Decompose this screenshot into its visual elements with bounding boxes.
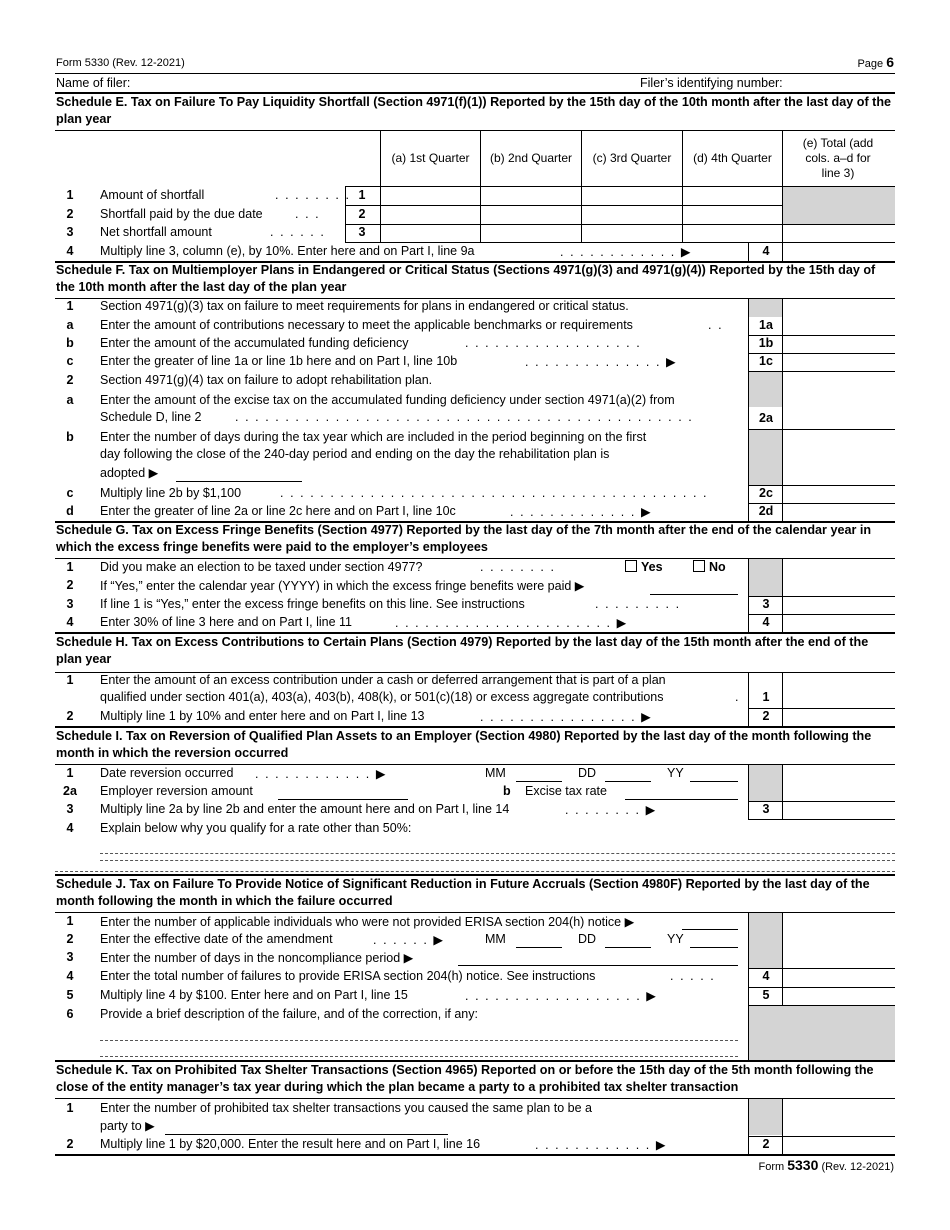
- box-label: 1b: [758, 336, 774, 350]
- no-checkbox[interactable]: [693, 560, 726, 574]
- leader-dots: ..................: [465, 336, 647, 350]
- line-number: 2: [66, 207, 74, 221]
- month-label: MM: [485, 766, 506, 780]
- schedule-h-title: Schedule H. Tax on Excess Contributions to Certain Plans (Section 4979) Reported by the last day of the 15th month after the end of the plan year: [56, 635, 869, 666]
- line-number: 3: [66, 950, 74, 964]
- excise-tax-rate-label: Excise tax rate: [525, 784, 607, 798]
- explanation-line-1[interactable]: [100, 853, 895, 854]
- schedule-e-line-2: [55, 207, 895, 225]
- box-label: 2d: [758, 504, 774, 518]
- year-input[interactable]: [690, 767, 738, 782]
- form-revision: Form 5330 (Rev. 12-2021): [56, 57, 185, 69]
- day-label: DD: [578, 932, 597, 946]
- line-number: 5: [66, 988, 74, 1002]
- schedule-f-line-1: [55, 299, 895, 317]
- leader-dots: ...........................................: [280, 486, 714, 500]
- line-text: Employer reversion amount: [100, 784, 253, 798]
- schedule-g-title: Schedule G. Tax on Excess Fringe Benefits (Section 4977) Reported by the last day of the 7th month after the end of the calendar year in which the excess fringe benefits were paid to the employer’s employees: [56, 523, 872, 554]
- line-text: Enter the number of prohibited tax shelter transactions you caused the same plan to be a: [100, 1101, 592, 1115]
- footer-form-number: 5330: [787, 1157, 819, 1173]
- line-text: Enter the amount of contributions necessary to meet the applicable benchmarks or requirements: [100, 318, 633, 332]
- footer-revision: (Rev. 12-2021): [821, 1161, 894, 1173]
- line-text: Date reversion occurred: [100, 766, 234, 780]
- line-number: 4: [66, 969, 74, 983]
- leader-dots: .........: [595, 597, 686, 611]
- yes-label: Yes: [641, 560, 663, 574]
- box-label: 2: [762, 1137, 770, 1151]
- line-text: Amount of shortfall: [100, 188, 205, 202]
- line-2b-label: b: [503, 784, 511, 798]
- line-number: 2: [66, 1137, 74, 1151]
- line-text: day following the close of the 240-day period and ending on the day the rehabilitation plan is: [100, 447, 610, 461]
- line-number: b: [66, 336, 74, 350]
- line-text: adopted ▶: [100, 466, 159, 480]
- description-line-2[interactable]: [100, 1056, 738, 1057]
- schedule-j-title: Schedule J. Tax on Failure To Provide Notice of Significant Reduction in Future Accruals (Section 4980F) Reported by the last day of the month following the month in which the failure occurred: [56, 877, 870, 908]
- leader-dots: ........: [275, 188, 356, 202]
- line-number: 3: [66, 597, 74, 611]
- line-number: 1: [66, 560, 74, 574]
- box-label: 2c: [759, 486, 773, 500]
- line-text: Enter the number of days in the noncompliance period ▶: [100, 951, 414, 965]
- leader-dots: ............▶: [255, 767, 393, 781]
- schedule-k-title: Schedule K. Tax on Prohibited Tax Shelter Transactions (Section 4965) Reported on or before the 15th day of the 5th month following the close of the entity manager’s tax year during which the plan became a party to a prohibited tax shelter transaction: [56, 1063, 874, 1094]
- line-text: Shortfall paid by the due date: [100, 207, 263, 221]
- transactions-input[interactable]: [165, 1119, 448, 1135]
- line-number: 3: [66, 225, 74, 239]
- name-of-filer-label: Name of filer:: [56, 76, 131, 90]
- line-text: qualified under section 401(a), 403(a), 403(b), 408(k), or 501(c)(18) or excess aggregate contributions: [100, 690, 664, 704]
- schedule-i-line-2a: [55, 784, 895, 802]
- no-label: No: [709, 560, 726, 574]
- line-number: 2: [66, 709, 74, 723]
- schedule-f-title: Schedule F. Tax on Multiemployer Plans in Endangered or Critical Status (Sections 4971(g)(3) and 4971(g)(4)) Reported by the 15th day of the 10th month after the last day of the plan year: [56, 263, 876, 294]
- line-number: 3: [66, 802, 74, 816]
- schedule-j-line-6: [55, 1007, 895, 1025]
- box-label: 4: [762, 244, 770, 258]
- line-number: 6: [66, 1007, 74, 1021]
- line-text: Multiply line 2b by $1,100: [100, 486, 242, 500]
- line-text: Multiply line 3, column (e), by 10%. Enter here and on Part I, line 9a: [100, 244, 475, 258]
- box-label: 2a: [759, 411, 773, 425]
- box-label: 3: [762, 597, 770, 611]
- line-number: 2: [66, 373, 74, 387]
- line-text: Section 4971(g)(4) tax on failure to adopt rehabilitation plan.: [100, 373, 433, 387]
- line-text: Did you make an election to be taxed under section 4977?: [100, 560, 423, 574]
- day-label: DD: [578, 766, 597, 780]
- days-input-line[interactable]: [176, 465, 302, 482]
- line-text: Enter the amount of the accumulated funding deficiency: [100, 336, 409, 350]
- line-text: Multiply line 1 by $20,000. Enter the result here and on Part I, line 16: [100, 1137, 481, 1151]
- explanation-line-2[interactable]: [100, 860, 895, 861]
- line-number: 1: [66, 1101, 74, 1115]
- box-label: 2: [762, 709, 770, 723]
- line-number: 4: [66, 244, 74, 258]
- line-number: 1: [66, 673, 74, 687]
- schedule-f-line-2b-cont: [55, 447, 895, 465]
- line-number: 1: [66, 188, 74, 202]
- schedule-i-title: Schedule I. Tax on Reversion of Qualified Plan Assets to an Employer (Section 4980) Reported by the last day of the month following the month in which the reversion occurred: [56, 729, 872, 760]
- schedule-e-line-3: [55, 225, 895, 243]
- box-label: 4: [762, 969, 770, 983]
- yes-checkbox[interactable]: [625, 560, 663, 574]
- schedule-k-line-1: [55, 1101, 895, 1119]
- leader-dots: ..................▶: [465, 989, 663, 1003]
- leader-dots: ..............▶: [525, 355, 683, 369]
- page-number: [857, 54, 894, 70]
- line-text: Schedule D, line 2: [100, 410, 202, 424]
- line-number: c: [66, 354, 74, 368]
- leader-dots: ......▶: [373, 933, 450, 947]
- line-text: Enter the number of applicable individuals who were not provided ERISA section 204(h) notice ▶: [100, 915, 635, 929]
- day-input[interactable]: [605, 767, 651, 782]
- col-e-header: (e) Total (add cols. a–d for line 3): [802, 136, 874, 180]
- leader-dots: ................▶: [480, 710, 658, 724]
- line-number: b: [66, 430, 74, 444]
- line-number: 4: [66, 821, 74, 835]
- description-line-1[interactable]: [100, 1040, 738, 1041]
- line-text: Section 4971(g)(3) tax on failure to meet requirements for plans in endangered or critical status.: [100, 299, 629, 313]
- leader-dots: ........▶: [565, 803, 662, 817]
- year-label: YY: [667, 766, 684, 780]
- footer-form-id: [758, 1157, 894, 1173]
- line-number: 2: [66, 932, 74, 946]
- leader-dots: ............▶: [560, 245, 698, 259]
- line-number: d: [66, 504, 74, 518]
- line-number: 1: [66, 299, 74, 313]
- leader-dots: ......: [270, 225, 331, 239]
- line-text: Enter 30% of line 3 here and on Part I, line 11: [100, 615, 353, 629]
- line-text: Enter the greater of line 2a or line 2c here and on Part I, line 10c: [100, 504, 456, 518]
- amend-year-input[interactable]: [690, 933, 738, 948]
- amend-month-input[interactable]: [516, 933, 562, 948]
- schedule-h-line-1: [55, 673, 895, 691]
- col-b-header: (b) 2nd Quarter: [489, 151, 573, 165]
- month-input[interactable]: [516, 767, 562, 782]
- schedule-f-line-2: [55, 373, 895, 391]
- year-label: YY: [667, 932, 684, 946]
- line-text: Multiply line 1 by 10% and enter here and on Part I, line 13: [100, 709, 425, 723]
- tax-rate-input[interactable]: [625, 784, 738, 800]
- line-text: Multiply line 4 by $100. Enter here and on Part I, line 15: [100, 988, 408, 1002]
- col-d-header: (d) 4th Quarter: [693, 151, 772, 165]
- amend-day-input[interactable]: [605, 933, 651, 948]
- schedule-f-line-2a: [55, 393, 895, 411]
- schedule-j-line-2: [55, 932, 895, 950]
- schedule-f-line-2b: [55, 430, 895, 448]
- schedule-i-line-4: [55, 821, 895, 839]
- page-label: Page: [857, 58, 884, 70]
- leader-dots: .............▶: [510, 505, 658, 519]
- box-label: 1: [358, 188, 366, 202]
- line-number: 4: [66, 615, 74, 629]
- leader-dots: .: [735, 690, 739, 704]
- page-number-value: 6: [886, 54, 894, 70]
- line-text: party to ▶: [100, 1119, 155, 1133]
- box-label: 1: [762, 690, 770, 704]
- schedule-g-line-2: [55, 578, 895, 596]
- individuals-input[interactable]: [682, 915, 738, 930]
- box-label: 3: [358, 225, 366, 239]
- line-text: Enter the total number of failures to provide ERISA section 204(h) notice. See instructions: [100, 969, 596, 983]
- box-label: 2: [358, 207, 366, 221]
- box-label: 5: [762, 988, 770, 1002]
- line-text: Multiply line 2a by line 2b and enter the amount here and on Part I, line 14: [100, 802, 510, 816]
- line-text: Net shortfall amount: [100, 225, 212, 239]
- leader-dots: ...: [295, 207, 326, 221]
- schedule-j-line-1: [55, 914, 895, 932]
- line-text: Enter the amount of an excess contribution under a cash or deferred arrangement that is part of a plan: [100, 673, 666, 687]
- filer-id-label: Filer’s identifying number:: [640, 76, 783, 90]
- box-label: 1a: [759, 318, 773, 332]
- line-number: 2: [66, 578, 74, 592]
- line-number: 1: [66, 914, 74, 928]
- leader-dots: ..............................................: [235, 410, 699, 424]
- leader-dots: ........: [480, 560, 561, 574]
- schedule-i-line-1: [55, 766, 895, 784]
- line-text: If “Yes,” enter the calendar year (YYYY) in which the excess fringe benefits were paid ▶: [100, 579, 585, 593]
- leader-dots: ......................▶: [395, 616, 633, 630]
- footer-form-label: Form: [758, 1161, 785, 1173]
- month-label: MM: [485, 932, 506, 946]
- schedule-g-line-1: [55, 560, 895, 578]
- line-text: If line 1 is “Yes,” enter the excess fringe benefits on this line. See instructions: [100, 597, 525, 611]
- line-text: Explain below why you qualify for a rate other than 50%:: [100, 821, 412, 835]
- leader-dots: ..: [708, 318, 729, 332]
- schedule-e-title: Schedule E. Tax on Failure To Pay Liquidity Shortfall (Section 4971(f)(1)) Reported by the 15th day of the 10th month after the last day of the plan year: [56, 95, 892, 126]
- line-number: a: [66, 318, 74, 332]
- line-number: 1: [66, 766, 74, 780]
- line-text: Enter the amount of the excise tax on the accumulated funding deficiency under section 4971(a)(2) from: [100, 393, 675, 407]
- line-number: c: [66, 486, 74, 500]
- line-number: 2a: [63, 784, 77, 798]
- leader-dots: ............▶: [535, 1138, 673, 1152]
- leader-dots: .....: [670, 969, 721, 983]
- col-c-header: (c) 3rd Quarter: [592, 151, 672, 165]
- box-label: 3: [762, 802, 770, 816]
- calendar-year-input[interactable]: [650, 579, 738, 595]
- line-number: a: [66, 393, 74, 407]
- col-a-header: (a) 1st Quarter: [391, 151, 470, 165]
- reversion-amount-input[interactable]: [278, 784, 408, 800]
- line-text: Enter the effective date of the amendment: [100, 932, 333, 946]
- line-text: Provide a brief description of the failure, and of the correction, if any:: [100, 1007, 478, 1021]
- box-label: 1c: [759, 354, 773, 368]
- line-text: Enter the number of days during the tax year which are included in the period beginning on the first: [100, 430, 647, 444]
- schedule-e-line-1: [55, 188, 895, 206]
- noncompliance-days-input[interactable]: [458, 951, 738, 966]
- box-label: 4: [762, 615, 770, 629]
- line-text: Enter the greater of line 1a or line 1b here and on Part I, line 10b: [100, 354, 458, 368]
